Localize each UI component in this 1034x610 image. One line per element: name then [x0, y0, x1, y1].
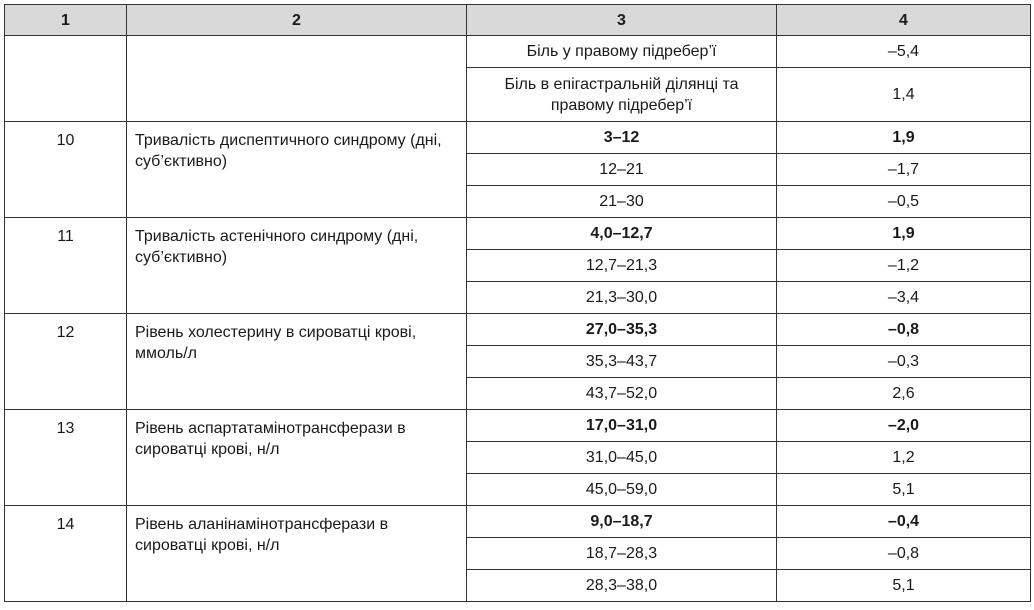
- header-col-4: 4: [777, 5, 1031, 36]
- range-cell: 27,0–35,3: [467, 314, 777, 346]
- range-cell: 28,3–38,0: [467, 570, 777, 602]
- table-row: [5, 314, 1031, 346]
- value-cell: 5,1: [777, 570, 1031, 602]
- range-cell: Біль в епігастральній ділянці та правому підребер’ї: [467, 68, 777, 122]
- data-table: [4, 4, 1031, 602]
- row-number: 10: [5, 122, 127, 218]
- table-row: [5, 36, 1031, 68]
- row-number: 11: [5, 218, 127, 314]
- range-cell: 9,0–18,7: [467, 506, 777, 538]
- value-cell: –2,0: [777, 410, 1031, 442]
- value-cell: 1,9: [777, 122, 1031, 154]
- range-cell: 21–30: [467, 186, 777, 218]
- range-cell: 12,7–21,3: [467, 250, 777, 282]
- table-row: [5, 410, 1031, 442]
- value-cell: –5,4: [777, 36, 1031, 68]
- header-col-3: 3: [467, 5, 777, 36]
- value-cell: –0,4: [777, 506, 1031, 538]
- indicator-name: Рівень холестерину в сироватці крові, ммоль/л: [127, 314, 467, 410]
- indicator-name: Тривалість диспептичного синдрому (дні, суб’єктивно): [127, 122, 467, 218]
- header-col-2: 2: [127, 5, 467, 36]
- value-cell: 1,9: [777, 218, 1031, 250]
- value-cell: –0,8: [777, 314, 1031, 346]
- range-cell: 21,3–30,0: [467, 282, 777, 314]
- indicator-name: Рівень аспартатамінотрансферази в сироватці крові, н/л: [127, 410, 467, 506]
- table-row: [5, 506, 1031, 538]
- header-row: [5, 5, 1031, 36]
- value-cell: 1,4: [777, 68, 1031, 122]
- range-cell: 12–21: [467, 154, 777, 186]
- value-cell: –1,2: [777, 250, 1031, 282]
- value-cell: –0,5: [777, 186, 1031, 218]
- value-cell: 5,1: [777, 474, 1031, 506]
- row-number: 13: [5, 410, 127, 506]
- range-cell: 43,7–52,0: [467, 378, 777, 410]
- value-cell: 1,2: [777, 442, 1031, 474]
- empty-num-cell: [5, 36, 127, 122]
- table-row: [5, 218, 1031, 250]
- value-cell: –1,7: [777, 154, 1031, 186]
- row-number: 12: [5, 314, 127, 410]
- range-cell: 45,0–59,0: [467, 474, 777, 506]
- empty-name-cell: [127, 36, 467, 122]
- indicator-name: Тривалість астенічного синдрому (дні, суб’єктивно): [127, 218, 467, 314]
- range-cell: Біль у правому підребер’ї: [467, 36, 777, 68]
- range-cell: 31,0–45,0: [467, 442, 777, 474]
- row-number: 14: [5, 506, 127, 602]
- value-cell: 2,6: [777, 378, 1031, 410]
- indicator-name: Рівень аланінамінотрансферази в сироватці крові, н/л: [127, 506, 467, 602]
- range-cell: 18,7–28,3: [467, 538, 777, 570]
- range-cell: 4,0–12,7: [467, 218, 777, 250]
- value-cell: –0,8: [777, 538, 1031, 570]
- range-cell: 17,0–31,0: [467, 410, 777, 442]
- header-col-1: 1: [5, 5, 127, 36]
- table-row: [5, 122, 1031, 154]
- value-cell: –0,3: [777, 346, 1031, 378]
- range-cell: 35,3–43,7: [467, 346, 777, 378]
- range-cell: 3–12: [467, 122, 777, 154]
- value-cell: –3,4: [777, 282, 1031, 314]
